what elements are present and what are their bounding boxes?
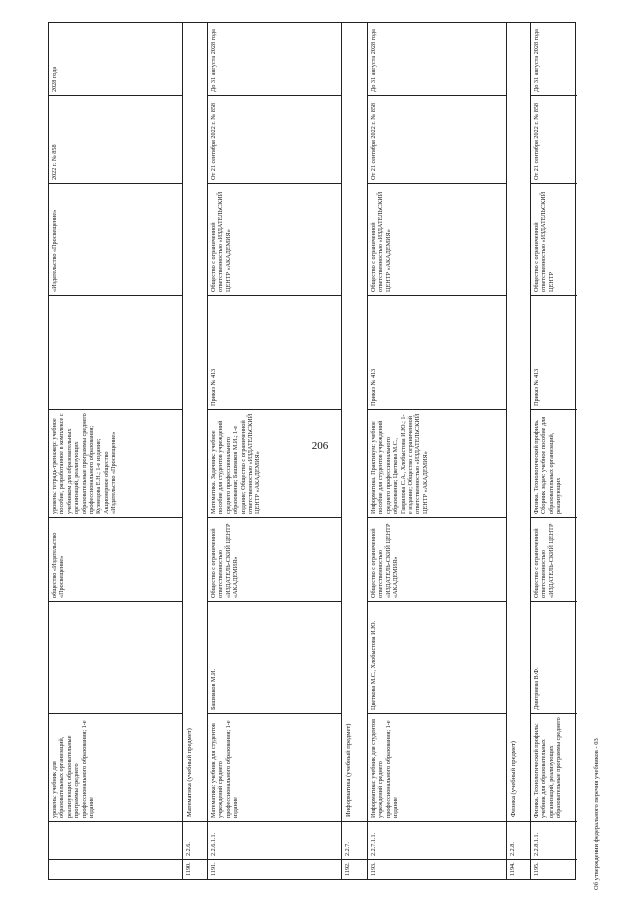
section-title: Математика (учебный предмет) [186, 728, 193, 817]
row-code [49, 821, 182, 859]
composition: Информатика. Практикум: учебное пособие для студентов учреждений среднего профессионального образования; Цветкова М.С., Гаврилова С.А., Хлобыстова И.Ю.; 1-е издание; Общество с ограниченной ответственностью «ИЗДАТЕЛЬСКИЙ ЦЕНТР «АКАДЕМИЯ» [368, 409, 506, 517]
row-number: 1194. [507, 859, 530, 879]
valid-until: До 31 августа 2028 года [370, 29, 377, 92]
approval-date: От 21 сентября 2022 г. № 858 [208, 95, 341, 183]
section-row [507, 23, 531, 879]
publisher: Общество с ограниченной ответственностью «ИЗДАТЕЛЬ-СКИЙ ЦЕНТР «АКАДЕМИЯ» [368, 517, 506, 601]
publisher: Общество с ограниченной ответственностью «ИЗДАТЕЛЬ-СКИЙ ЦЕНТР [531, 517, 577, 601]
table-row [49, 23, 183, 879]
composition: Физика. Технологический профиль. Сборник задач: учебное пособие для образовательных организаций, реализующих [531, 409, 577, 517]
row-code: 2.2.7.1.1. [368, 821, 506, 859]
section-row [183, 23, 208, 879]
valid-until: 2028 года [51, 66, 58, 92]
order-ref: Приказ № 413 [208, 295, 341, 409]
row-code: 2.2.6.1.1. [208, 821, 341, 859]
composition: Математика. Задачник: учебное пособие для студентов учреждений среднего профессионального образования; Башмаков М.И.; 1-е издание; Общество с ограниченной ответственностью «ИЗДАТЕЛЬСКИЙ ЦЕНТР «АКАДЕМИЯ» [208, 409, 341, 517]
row-code: 2.2.8. [507, 821, 530, 859]
table-row [208, 23, 342, 879]
row-code: 2.2.6. [183, 821, 207, 859]
order-ref [49, 295, 182, 409]
section-row [342, 23, 368, 879]
book-title: Математика: учебник для студентов учреждений среднего профессионального образования; 1-е издание [208, 713, 341, 821]
applicant: «Издательство «Просвещение» [49, 183, 182, 295]
row-number: 1193. [368, 859, 506, 879]
row-code: 2.2.8.1.1. [531, 821, 577, 859]
publisher: общество «Издательство «Просвещение» [49, 517, 182, 601]
order-ref: Приказ № 413 [368, 295, 506, 409]
book-title: Информатика: учебник для студентов учреждений среднего профессионального образования; 1-е издание [368, 713, 506, 821]
row-number: 1191. [208, 859, 341, 879]
book-title: уровень: учебник для образовательных организаций, реализующих образовательные программы среднего профессионального образования; 1-е издание [49, 713, 182, 821]
row-number: 1195. [531, 859, 577, 879]
textbook-table [48, 22, 576, 880]
applicant: Общество с ограниченной ответственностью «ИЗДАТЕЛЬСКИЙ ЦЕНТР [531, 183, 577, 295]
composition: уровень: тетрадь-тренажер: учебное пособие, разработанное в комплексе с учебником для образовательных организаций, реализующих образовательные программы среднего профессионального образования; Кузнецова Е.Н.; 1-е издание; Акционерное общество «Издательство «Просвещение» [49, 409, 182, 517]
approval-date: От 21 сентября 2022 г. № 858 [531, 95, 577, 183]
table-row [531, 23, 577, 879]
publisher: Общество с ограниченной ответственностью «ИЗДАТЕЛЬ-СКИЙ ЦЕНТР «АКАДЕМИЯ» [208, 517, 341, 601]
section-title: Информатика (учебный предмет) [345, 723, 352, 817]
applicant: Общество с ограниченной ответственностью «ИЗДАТЕЛЬСКИЙ ЦЕНТР «АКАДЕМИЯ» [368, 183, 506, 295]
book-title: Физика. Технологический профиль: учебник для образовательных организаций, реализующих образовательные программы среднего [531, 713, 577, 821]
book-authors: Дмитриева В.Ф. [531, 601, 577, 713]
book-authors: Башмаков М.И. [208, 601, 341, 713]
table-row [368, 23, 507, 879]
row-code: 2.2.7. [342, 821, 367, 859]
page-footer: Об утверждении федерального перечня учебников - 03 [593, 738, 600, 890]
book-authors: Цветкова М.С., Хлобыстова И.Ю. [368, 601, 506, 713]
approval-date: От 21 сентября 2022 г. № 858 [368, 95, 506, 183]
valid-until: До 31 августа 2028 года [533, 29, 540, 92]
row-number [49, 859, 182, 879]
valid-until: До 31 августа 2028 года [210, 29, 217, 92]
order-ref: Приказ № 413 [531, 295, 577, 409]
book-authors [49, 601, 182, 713]
row-number: 1192. [342, 859, 367, 879]
page-number: 206 [311, 440, 329, 452]
applicant: Общество с ограниченной ответственностью «ИЗДАТЕЛЬСКИЙ ЦЕНТР «АКАДЕМИЯ» [208, 183, 341, 295]
row-number: 1190. [183, 859, 207, 879]
approval-date: 2022 г. № 858 [49, 95, 182, 183]
section-title: Физика (учебный предмет) [510, 741, 517, 817]
